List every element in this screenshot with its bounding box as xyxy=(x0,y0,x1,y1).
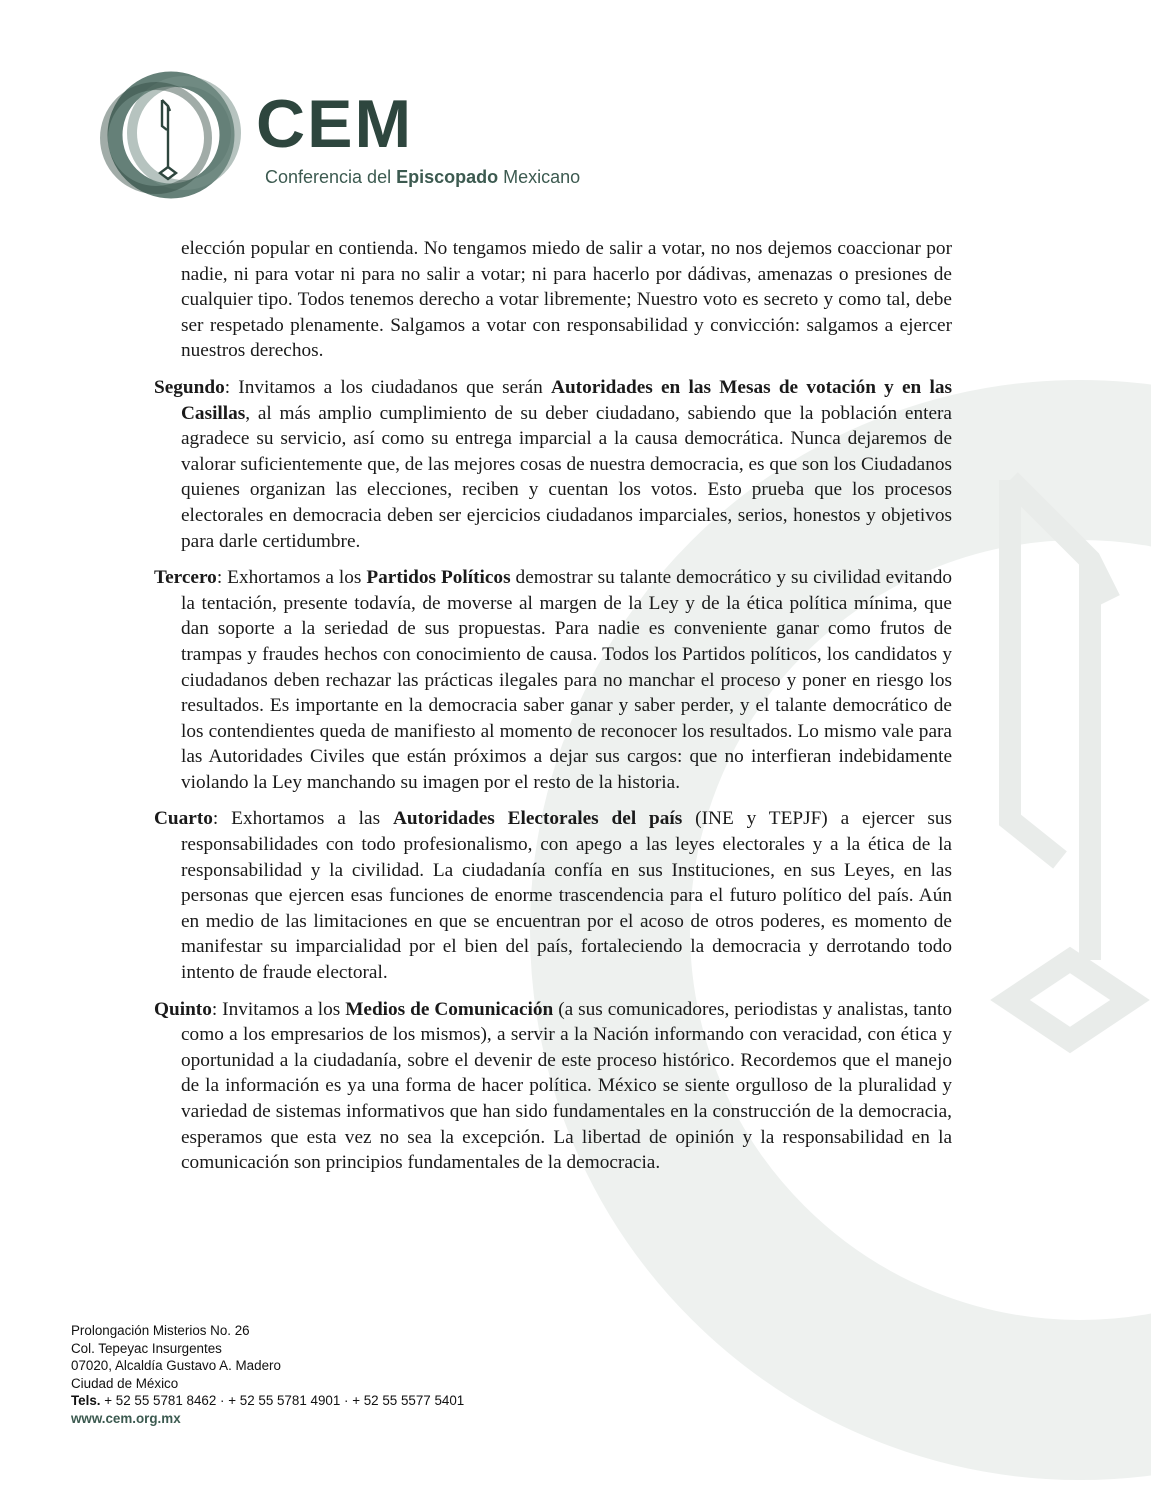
paragraph-quinto: Quinto: Invitamos a los Medios de Comunicación (a sus comunicadores, periodistas y analistas, tanto como a los empresarios de los mismos), a servir a la Nación informando con veracidad, con ética y oportunidad a la ciudadanía, sobre el devenir de este proceso histórico. Recordemos que el manejo de la información es ya una forma de hacer política. México se siente orgulloso de la pluralidad y variedad de sistemas informativos que han sido fundamentales en la construcción de la democracia, esperamos que esta vez no sea la excepción. La libertad de opinión y la responsabilidad en la comunicación son principios fundamentales de la democracia. xyxy=(154,998,952,1174)
logo-subtitle: Conferencia del Episcopado Mexicano xyxy=(265,167,581,187)
footer-address-line: 07020, Alcaldía Gustavo A. Madero xyxy=(71,1358,281,1374)
paragraph-intro: elección popular en contienda. No tengamos miedo de salir a votar, no nos dejemos coaccionar por nadie, ni para votar ni para no salir a votar; ni para hacerlo por dádivas, amenazas o presiones de cualquier tipo. Todos tenemos derecho a votar libremente; Nuestro voto es secreto y como tal, debe ser respetado plenamente. Salgamos a votar con responsabilidad y convicción: salgamos a ejercer nuestros derechos. xyxy=(181,238,952,362)
footer-address-line: Col. Tepeyac Insurgentes xyxy=(71,1340,222,1356)
paragraph-label: Quinto xyxy=(154,998,212,1020)
footer-website-link[interactable]: www.cem.org.mx xyxy=(71,1410,181,1426)
cem-logo xyxy=(96,70,656,200)
footer-address-line: Ciudad de México xyxy=(71,1375,179,1391)
paragraph-label: Cuarto xyxy=(154,808,213,830)
footer-phones: Tels. + 52 55 5781 8462 · + 52 55 5781 4901 · + 52 55 5577 5401 xyxy=(71,1393,465,1409)
footer-contact xyxy=(71,1322,464,1428)
paragraph-segundo: Segundo: Invitamos a los ciudadanos que serán Autoridades en las Mesas de votación y en las Casillas, al más amplio cumplimiento de su deber ciudadano, sabiendo que la población entera agradece su servicio, así como su entrega imparcial a la causa democrática. Nunca dejaremos de valorar suficientemente que, de las mejores cosas de nuestra democracia, es que son los Ciudadanos quienes organizan las elecciones, reciben y cuentan los votos. Esto prueba que los procesos electorales en democracia deben ser ejercicios ciudadanos imparciales, serios, honestos y objetivos para darle certidumbre. xyxy=(154,376,952,552)
paragraph-cuarto: Cuarto: Exhortamos a las Autoridades Electorales del país (INE y TEPJF) a ejercer sus responsabilidades con todo profesionalismo, con apego a las leyes electorales y a la ética de la responsabilidad y la civilidad. La ciudadanía confía en sus Instituciones, en sus Leyes, en las personas que ejercen esas funciones de enorme trascendencia para el futuro político del país. Aún en medio de las limitaciones en que se encuentran por el acoso de otros poderes, es momento de manifestar su imparcialidad por el bien del país, fortaleciendo la democracia y derrotando todo intento de fraude electoral. xyxy=(154,808,953,984)
document-body xyxy=(154,236,952,1187)
paragraph-tercero: Tercero: Exhortamos a los Partidos Políticos demostrar su talante democrático y su civilidad evitando la tentación, presente todavía, de moverse al margen de la Ley y de la ética política mínima, que dan soporte a la seriedad de sus propuestas. Para nadie es conveniente ganar como frutos de trampas y fraudes hechos con conocimiento de causa. Todos los Partidos políticos, los candidatos y ciudadanos deben rechazar las prácticas ilegales para no manchar el proceso y poner en riesgo los resultados. Es importante en la democracia saber ganar y saber perder, y el talante democrático de los contendientes queda de manifiesto al momento de reconocer los resultados. Lo mismo vale para las Autoridades Civiles que están próximos a dejar sus cargos: que no interfieran indebidamente violando la Ley manchando su imagen por el resto de la historia. xyxy=(154,567,952,793)
logo-title: CEM xyxy=(256,86,414,162)
paragraph-label: Tercero xyxy=(154,567,217,589)
footer-address-line: Prolongación Misterios No. 26 xyxy=(71,1323,250,1338)
cem-emblem-icon xyxy=(96,70,246,200)
paragraph-label: Segundo xyxy=(154,376,225,398)
